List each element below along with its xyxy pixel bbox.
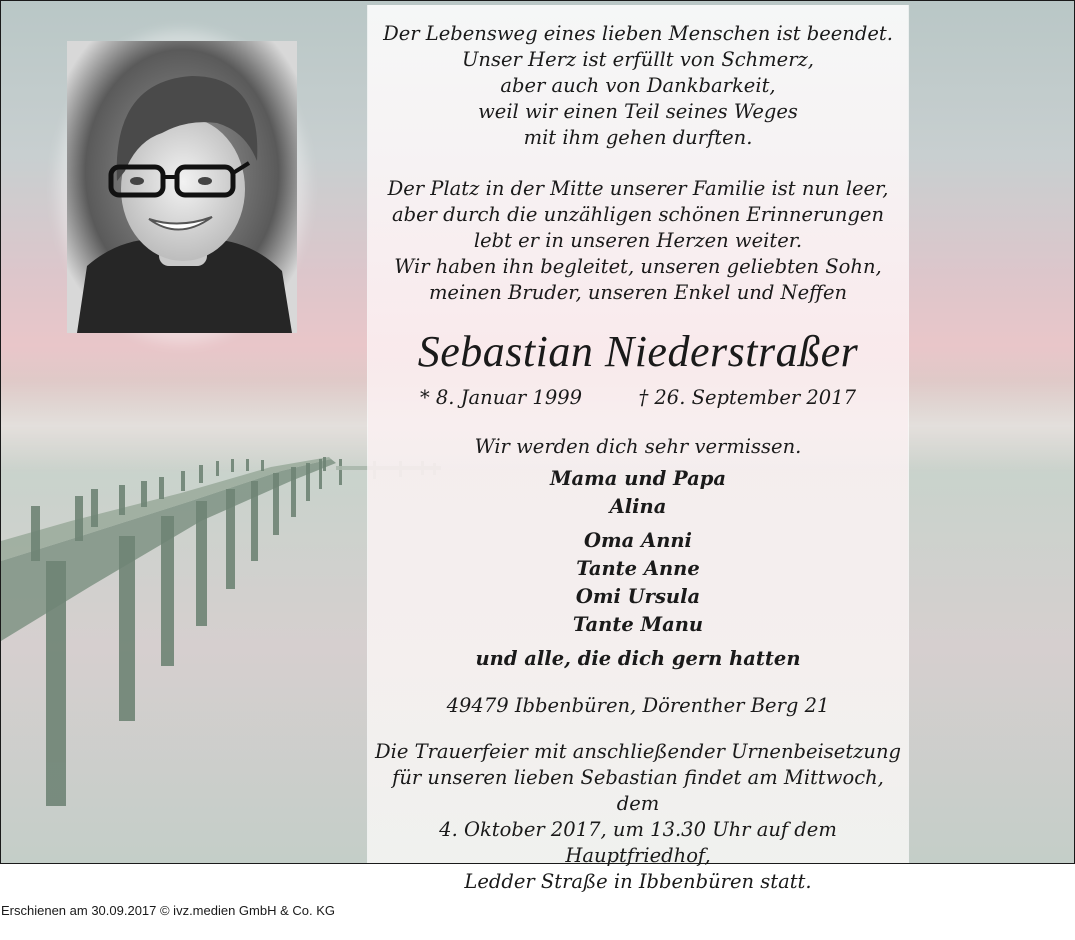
family-group-relatives (368, 527, 908, 639)
verse-line: weil wir einen Teil seines Weges (478, 100, 798, 123)
family-closing: und alle, die dich gern hatten (475, 647, 801, 670)
verse-line: mit ihm gehen durften. (523, 126, 753, 149)
verse-line: aber auch von Dankbarkeit, (500, 74, 776, 97)
family-member: Oma Anni (584, 529, 692, 552)
publication-footer: Erschienen am 30.09.2017 © ivz.medien GmbH & Co. KG (1, 903, 336, 918)
text-panel (368, 5, 908, 893)
ceremony-line: 4. Oktober 2017, um 13.30 Uhr auf dem Hauptfriedhof, (439, 818, 837, 867)
ceremony-line: Die Trauerfeier mit anschließender Urnenbeisetzung (374, 740, 902, 763)
verse-line: Der Platz in der Mitte unserer Familie ist nun leer, (387, 177, 889, 200)
verse-line: meinen Bruder, unseren Enkel und Neffen (428, 281, 848, 304)
verse-opening (368, 21, 908, 151)
verse-family (368, 176, 908, 306)
verse-line: Unser Herz ist erfüllt von Schmerz, (462, 48, 814, 71)
family-member: Tante Manu (572, 613, 704, 636)
family-member: Alina (609, 495, 667, 518)
family-group-parents (368, 465, 908, 521)
verse-line: Der Lebensweg eines lieben Menschen ist beendet. (383, 22, 893, 45)
ceremony-line: Ledder Straße in Ibbenbüren statt. (464, 870, 812, 893)
ceremony-line: für unseren lieben Sebastian findet am Mittwoch, dem (392, 766, 884, 815)
ceremony-info (368, 739, 908, 895)
deceased-name: Sebastian Niederstraßer (417, 327, 859, 376)
verse-line: lebt er in unseren Herzen weiter. (473, 229, 803, 252)
life-dates (368, 385, 908, 411)
verse-line: aber durch die unzähligen schönen Erinnerungen (391, 203, 885, 226)
miss-line: Wir werden dich sehr vermissen. (474, 435, 802, 458)
family-member: Omi Ursula (575, 585, 701, 608)
portrait-photo (67, 41, 297, 333)
family-member: Tante Anne (576, 557, 700, 580)
verse-line: Wir haben ihn begleitet, unseren geliebten Sohn, (394, 255, 882, 278)
address: 49479 Ibbenbüren, Dörenther Berg 21 (446, 694, 830, 717)
family-member: Mama und Papa (549, 467, 727, 490)
death-date: † 26. September 2017 (638, 386, 857, 409)
birth-date: * 8. Januar 1999 (419, 386, 583, 409)
